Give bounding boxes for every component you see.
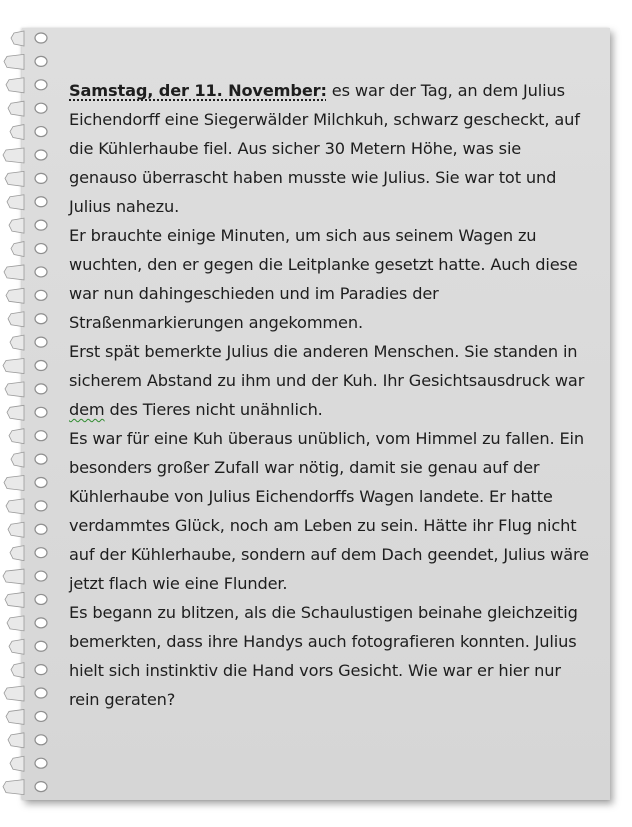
- paper-scrap: [11, 242, 24, 257]
- punch-hole: [35, 56, 47, 66]
- paragraph-4: Es war für eine Kuh überaus unüblich, vom Himmel zu fallen. Ein besonders großer Zufall war nötig, damit sie genau auf der Kühlerhaube von Julius Eichendorffs Wagen landete. Er hatte verdammtes Glück, noch am Leben zu sein. Hätte ihr Flug nicht auf der Kühlerhaube, sondern auf dem Dach geendet, Julius wäre jetzt flach wie eine Flunder.: [69, 429, 589, 593]
- punch-hole: [35, 454, 47, 464]
- punch-hole: [35, 501, 47, 511]
- paper-scrap: [5, 382, 24, 397]
- punch-hole: [35, 150, 47, 160]
- paper-scrap: [3, 780, 24, 795]
- punch-hole: [35, 548, 47, 558]
- punch-hole: [35, 384, 47, 394]
- punch-hole: [35, 337, 47, 347]
- punch-hole: [35, 80, 47, 90]
- paragraph-1-text: es war der Tag, an dem Julius Eichendorff eine Siegerwälder Milchkuh, schwarz gescheckt, auf die Kühlerhaube fiel. Aus sicher 30 Metern Höhe, was sie genauso überrascht haben musste wie Julius. Sie war tot und Julius nahezu.: [69, 81, 580, 216]
- paper-scrap: [4, 54, 24, 69]
- paper-scrap: [10, 546, 24, 561]
- punch-hole: [35, 267, 47, 277]
- grammar-flagged-word[interactable]: dem: [69, 400, 105, 419]
- paper-scrap: [9, 218, 24, 233]
- punch-hole: [35, 314, 47, 324]
- paper-scrap: [10, 335, 24, 350]
- paper-scrap: [5, 171, 24, 186]
- punch-hole: [35, 594, 47, 604]
- paper-scrap: [10, 756, 24, 771]
- story-text: [69, 76, 589, 714]
- punch-hole: [35, 407, 47, 417]
- paper-scrap: [11, 663, 24, 678]
- paper-scrap: [11, 452, 24, 467]
- paper-scrap: [8, 733, 24, 748]
- paper-scrap: [9, 639, 24, 654]
- punch-hole: [35, 477, 47, 487]
- punch-hole: [35, 103, 47, 113]
- punch-hole: [35, 688, 47, 698]
- punch-hole: [35, 33, 47, 43]
- paper-scrap: [7, 616, 24, 631]
- paragraph-1: [69, 76, 589, 221]
- paper-scrap: [8, 522, 24, 537]
- paper-scrap: [8, 312, 24, 327]
- punch-hole: [35, 524, 47, 534]
- punch-hole: [35, 735, 47, 745]
- punch-hole: [35, 197, 47, 207]
- paper-scrap: [6, 288, 24, 303]
- paper-scrap: [6, 78, 24, 93]
- paper-scrap: [4, 686, 24, 701]
- paper-scrap: [11, 31, 24, 46]
- paper-scrap: [6, 709, 24, 724]
- paper-scrap: [6, 499, 24, 514]
- paper-scrap: [4, 265, 24, 280]
- paper-scrap: [7, 195, 24, 210]
- punch-hole: [35, 220, 47, 230]
- punch-hole: [35, 127, 47, 137]
- punch-hole: [35, 618, 47, 628]
- punch-hole: [35, 782, 47, 792]
- punch-hole: [35, 711, 47, 721]
- paper-scrap: [4, 475, 24, 490]
- punch-hole: [35, 173, 47, 183]
- punch-hole: [35, 665, 47, 675]
- date-heading: Samstag, der 11. November:: [69, 81, 327, 100]
- paragraph-3-text-b: des Tieres nicht unähnlich.: [104, 400, 323, 419]
- paper-scrap: [3, 569, 24, 584]
- paper-scrap: [8, 101, 24, 116]
- paper-scrap: [3, 148, 24, 163]
- paper-scrap: [9, 429, 24, 444]
- punch-hole: [35, 244, 47, 254]
- paragraph-5: Es begann zu blitzen, als die Schaulustigen beinahe gleichzeitig bemerkten, dass ihre Handys auch fotografieren konnten. Julius hielt sich instinktiv die Hand vors Gesicht. Wie war er hier nur rein geraten?: [69, 603, 578, 709]
- punch-hole: [35, 361, 47, 371]
- paper-scrap: [10, 125, 24, 140]
- paragraph-2: Er brauchte einige Minuten, um sich aus seinem Wagen zu wuchten, den er gegen die Leitplanke gesetzt hatte. Auch diese war nun dahingeschieden und im Paradies der Straßenmarkierungen angekommen.: [69, 226, 578, 332]
- torn-spiral-edge: [0, 28, 60, 800]
- punch-hole: [35, 758, 47, 768]
- paper-scrap: [3, 359, 24, 374]
- paper-scrap: [5, 592, 24, 607]
- paragraph-3-text-a: Erst spät bemerkte Julius die anderen Menschen. Sie standen in sicherem Abstand zu ihm und der Kuh. Ihr Gesichtsausdruck war: [69, 342, 585, 390]
- paper-scrap: [7, 405, 24, 420]
- punch-hole: [35, 431, 47, 441]
- punch-hole: [35, 641, 47, 651]
- punch-hole: [35, 571, 47, 581]
- punch-hole: [35, 290, 47, 300]
- paragraph-3: [69, 337, 589, 424]
